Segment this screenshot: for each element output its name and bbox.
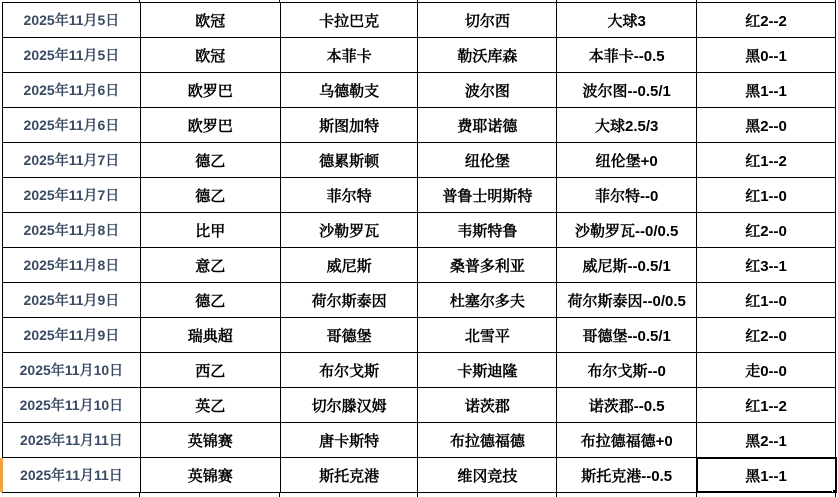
cell-date[interactable]: 2025年11月9日 bbox=[3, 318, 141, 352]
cell-date[interactable]: 2025年11月11日 bbox=[3, 423, 141, 457]
cell-handicap[interactable]: 布尔戈斯--0 bbox=[557, 353, 697, 387]
cell-date[interactable]: 2025年11月6日 bbox=[3, 73, 141, 107]
cell-date[interactable]: 2025年11月9日 bbox=[3, 283, 141, 317]
cell-handicap[interactable]: 荷尔斯泰因--0/0.5 bbox=[557, 283, 697, 317]
cell-league[interactable]: 德乙 bbox=[141, 143, 281, 177]
table-row bbox=[3, 353, 836, 388]
cell-home-team[interactable]: 斯图加特 bbox=[281, 108, 419, 142]
cell-league[interactable]: 瑞典超 bbox=[141, 318, 281, 352]
cell-result[interactable]: 红2--2 bbox=[697, 3, 836, 37]
partial-row-top bbox=[2, 0, 836, 2]
cell-home-team[interactable]: 哥德堡 bbox=[281, 318, 419, 352]
cell-away-team[interactable]: 勒沃库森 bbox=[418, 38, 557, 72]
cell-date[interactable]: 2025年11月8日 bbox=[3, 213, 141, 247]
cell-result[interactable]: 红2--0 bbox=[697, 213, 836, 247]
table-row bbox=[3, 73, 836, 108]
cell-handicap[interactable]: 本菲卡--0.5 bbox=[557, 38, 697, 72]
cell-home-team[interactable]: 切尔滕汉姆 bbox=[281, 388, 419, 422]
cell-result[interactable]: 黑0--1 bbox=[697, 38, 836, 72]
cell-league[interactable]: 比甲 bbox=[141, 213, 281, 247]
cell-league[interactable]: 德乙 bbox=[141, 283, 281, 317]
cell-home-team[interactable]: 德累斯顿 bbox=[281, 143, 419, 177]
cell-result[interactable]: 红1--0 bbox=[697, 283, 836, 317]
cell-handicap[interactable]: 诺茨郡--0.5 bbox=[557, 388, 697, 422]
cell-league[interactable]: 英锦赛 bbox=[141, 458, 281, 492]
cell-league[interactable]: 欧冠 bbox=[141, 38, 281, 72]
cell-result[interactable]: 红1--2 bbox=[697, 388, 836, 422]
cell-handicap[interactable]: 威尼斯--0.5/1 bbox=[557, 248, 697, 282]
cell-league[interactable]: 意乙 bbox=[141, 248, 281, 282]
cell-league[interactable]: 欧罗巴 bbox=[141, 108, 281, 142]
cell-away-team[interactable]: 波尔图 bbox=[418, 73, 557, 107]
cell-handicap[interactable]: 菲尔特--0 bbox=[557, 178, 697, 212]
table-row bbox=[3, 178, 836, 213]
cell-date[interactable]: 2025年11月11日 bbox=[3, 458, 141, 492]
table-row bbox=[3, 318, 836, 353]
table-row bbox=[3, 143, 836, 178]
cell-result[interactable]: 黑1--1 bbox=[697, 73, 836, 107]
table-row bbox=[3, 248, 836, 283]
cell-date[interactable]: 2025年11月10日 bbox=[3, 388, 141, 422]
cell-away-team[interactable]: 北雪平 bbox=[418, 318, 557, 352]
table-row bbox=[3, 3, 836, 38]
cell-handicap[interactable]: 哥德堡--0.5/1 bbox=[557, 318, 697, 352]
cell-away-team[interactable]: 桑普多利亚 bbox=[418, 248, 557, 282]
cell-home-team[interactable]: 卡拉巴克 bbox=[281, 3, 419, 37]
cell-away-team[interactable]: 切尔西 bbox=[418, 3, 557, 37]
cell-date[interactable]: 2025年11月5日 bbox=[3, 38, 141, 72]
fill-handle-icon[interactable] bbox=[832, 489, 836, 492]
cell-home-team[interactable]: 乌德勒支 bbox=[281, 73, 419, 107]
cell-home-team[interactable]: 威尼斯 bbox=[281, 248, 419, 282]
table-row bbox=[3, 283, 836, 318]
cell-home-team[interactable]: 菲尔特 bbox=[281, 178, 419, 212]
cell-handicap[interactable]: 大球3 bbox=[557, 3, 697, 37]
cell-date[interactable]: 2025年11月5日 bbox=[3, 3, 141, 37]
cell-home-team[interactable]: 本菲卡 bbox=[281, 38, 419, 72]
cell-away-team[interactable]: 普鲁士明斯特 bbox=[418, 178, 557, 212]
cell-home-team[interactable]: 沙勒罗瓦 bbox=[281, 213, 419, 247]
cell-result[interactable]: 红2--0 bbox=[697, 318, 836, 352]
partial-row-bottom bbox=[2, 493, 836, 497]
cell-date[interactable]: 2025年11月8日 bbox=[3, 248, 141, 282]
cell-home-team[interactable]: 唐卡斯特 bbox=[281, 423, 419, 457]
cell-league[interactable]: 欧冠 bbox=[141, 3, 281, 37]
cell-away-team[interactable]: 诺茨郡 bbox=[418, 388, 557, 422]
table-row bbox=[3, 458, 836, 493]
table-row bbox=[3, 213, 836, 248]
table-row bbox=[3, 423, 836, 458]
cell-date[interactable]: 2025年11月7日 bbox=[3, 143, 141, 177]
cell-date[interactable]: 2025年11月10日 bbox=[3, 353, 141, 387]
table-row bbox=[3, 38, 836, 73]
cell-league[interactable]: 欧罗巴 bbox=[141, 73, 281, 107]
cell-date[interactable]: 2025年11月6日 bbox=[3, 108, 141, 142]
cell-away-team[interactable]: 费耶诺德 bbox=[418, 108, 557, 142]
spreadsheet-grid bbox=[2, 0, 836, 497]
cell-home-team[interactable]: 荷尔斯泰因 bbox=[281, 283, 419, 317]
cell-league[interactable]: 英锦赛 bbox=[141, 423, 281, 457]
cell-result[interactable]: 黑2--0 bbox=[697, 108, 836, 142]
table-row bbox=[3, 388, 836, 423]
cell-result[interactable]: 黑2--1 bbox=[697, 423, 836, 457]
cell-result[interactable]: 黑1--1 bbox=[697, 458, 836, 492]
cell-league[interactable]: 英乙 bbox=[141, 388, 281, 422]
cell-handicap[interactable]: 沙勒罗瓦--0/0.5 bbox=[557, 213, 697, 247]
cell-handicap[interactable]: 纽伦堡+0 bbox=[557, 143, 697, 177]
cell-date[interactable]: 2025年11月7日 bbox=[3, 178, 141, 212]
cell-away-team[interactable]: 韦斯特鲁 bbox=[418, 213, 557, 247]
cell-handicap[interactable]: 斯托克港--0.5 bbox=[557, 458, 697, 492]
cell-result[interactable]: 红3--1 bbox=[697, 248, 836, 282]
active-row-indicator bbox=[0, 458, 3, 492]
cell-league[interactable]: 西乙 bbox=[141, 353, 281, 387]
cell-result[interactable]: 红1--0 bbox=[697, 178, 836, 212]
cell-league[interactable]: 德乙 bbox=[141, 178, 281, 212]
cell-home-team[interactable]: 布尔戈斯 bbox=[281, 353, 419, 387]
table-row bbox=[3, 108, 836, 143]
cell-home-team[interactable]: 斯托克港 bbox=[281, 458, 419, 492]
cell-result[interactable]: 走0--0 bbox=[697, 353, 836, 387]
cell-handicap[interactable]: 波尔图--0.5/1 bbox=[557, 73, 697, 107]
cell-away-team[interactable]: 布拉德福德 bbox=[418, 423, 557, 457]
cell-handicap[interactable]: 大球2.5/3 bbox=[557, 108, 697, 142]
cell-away-team[interactable]: 维冈竞技 bbox=[418, 458, 557, 492]
cell-away-team[interactable]: 卡斯迪隆 bbox=[418, 353, 557, 387]
cell-away-team[interactable]: 杜塞尔多夫 bbox=[418, 283, 557, 317]
cell-result[interactable]: 红1--2 bbox=[697, 143, 836, 177]
results-table bbox=[2, 2, 836, 493]
cell-away-team[interactable]: 纽伦堡 bbox=[418, 143, 557, 177]
cell-handicap[interactable]: 布拉德福德+0 bbox=[557, 423, 697, 457]
